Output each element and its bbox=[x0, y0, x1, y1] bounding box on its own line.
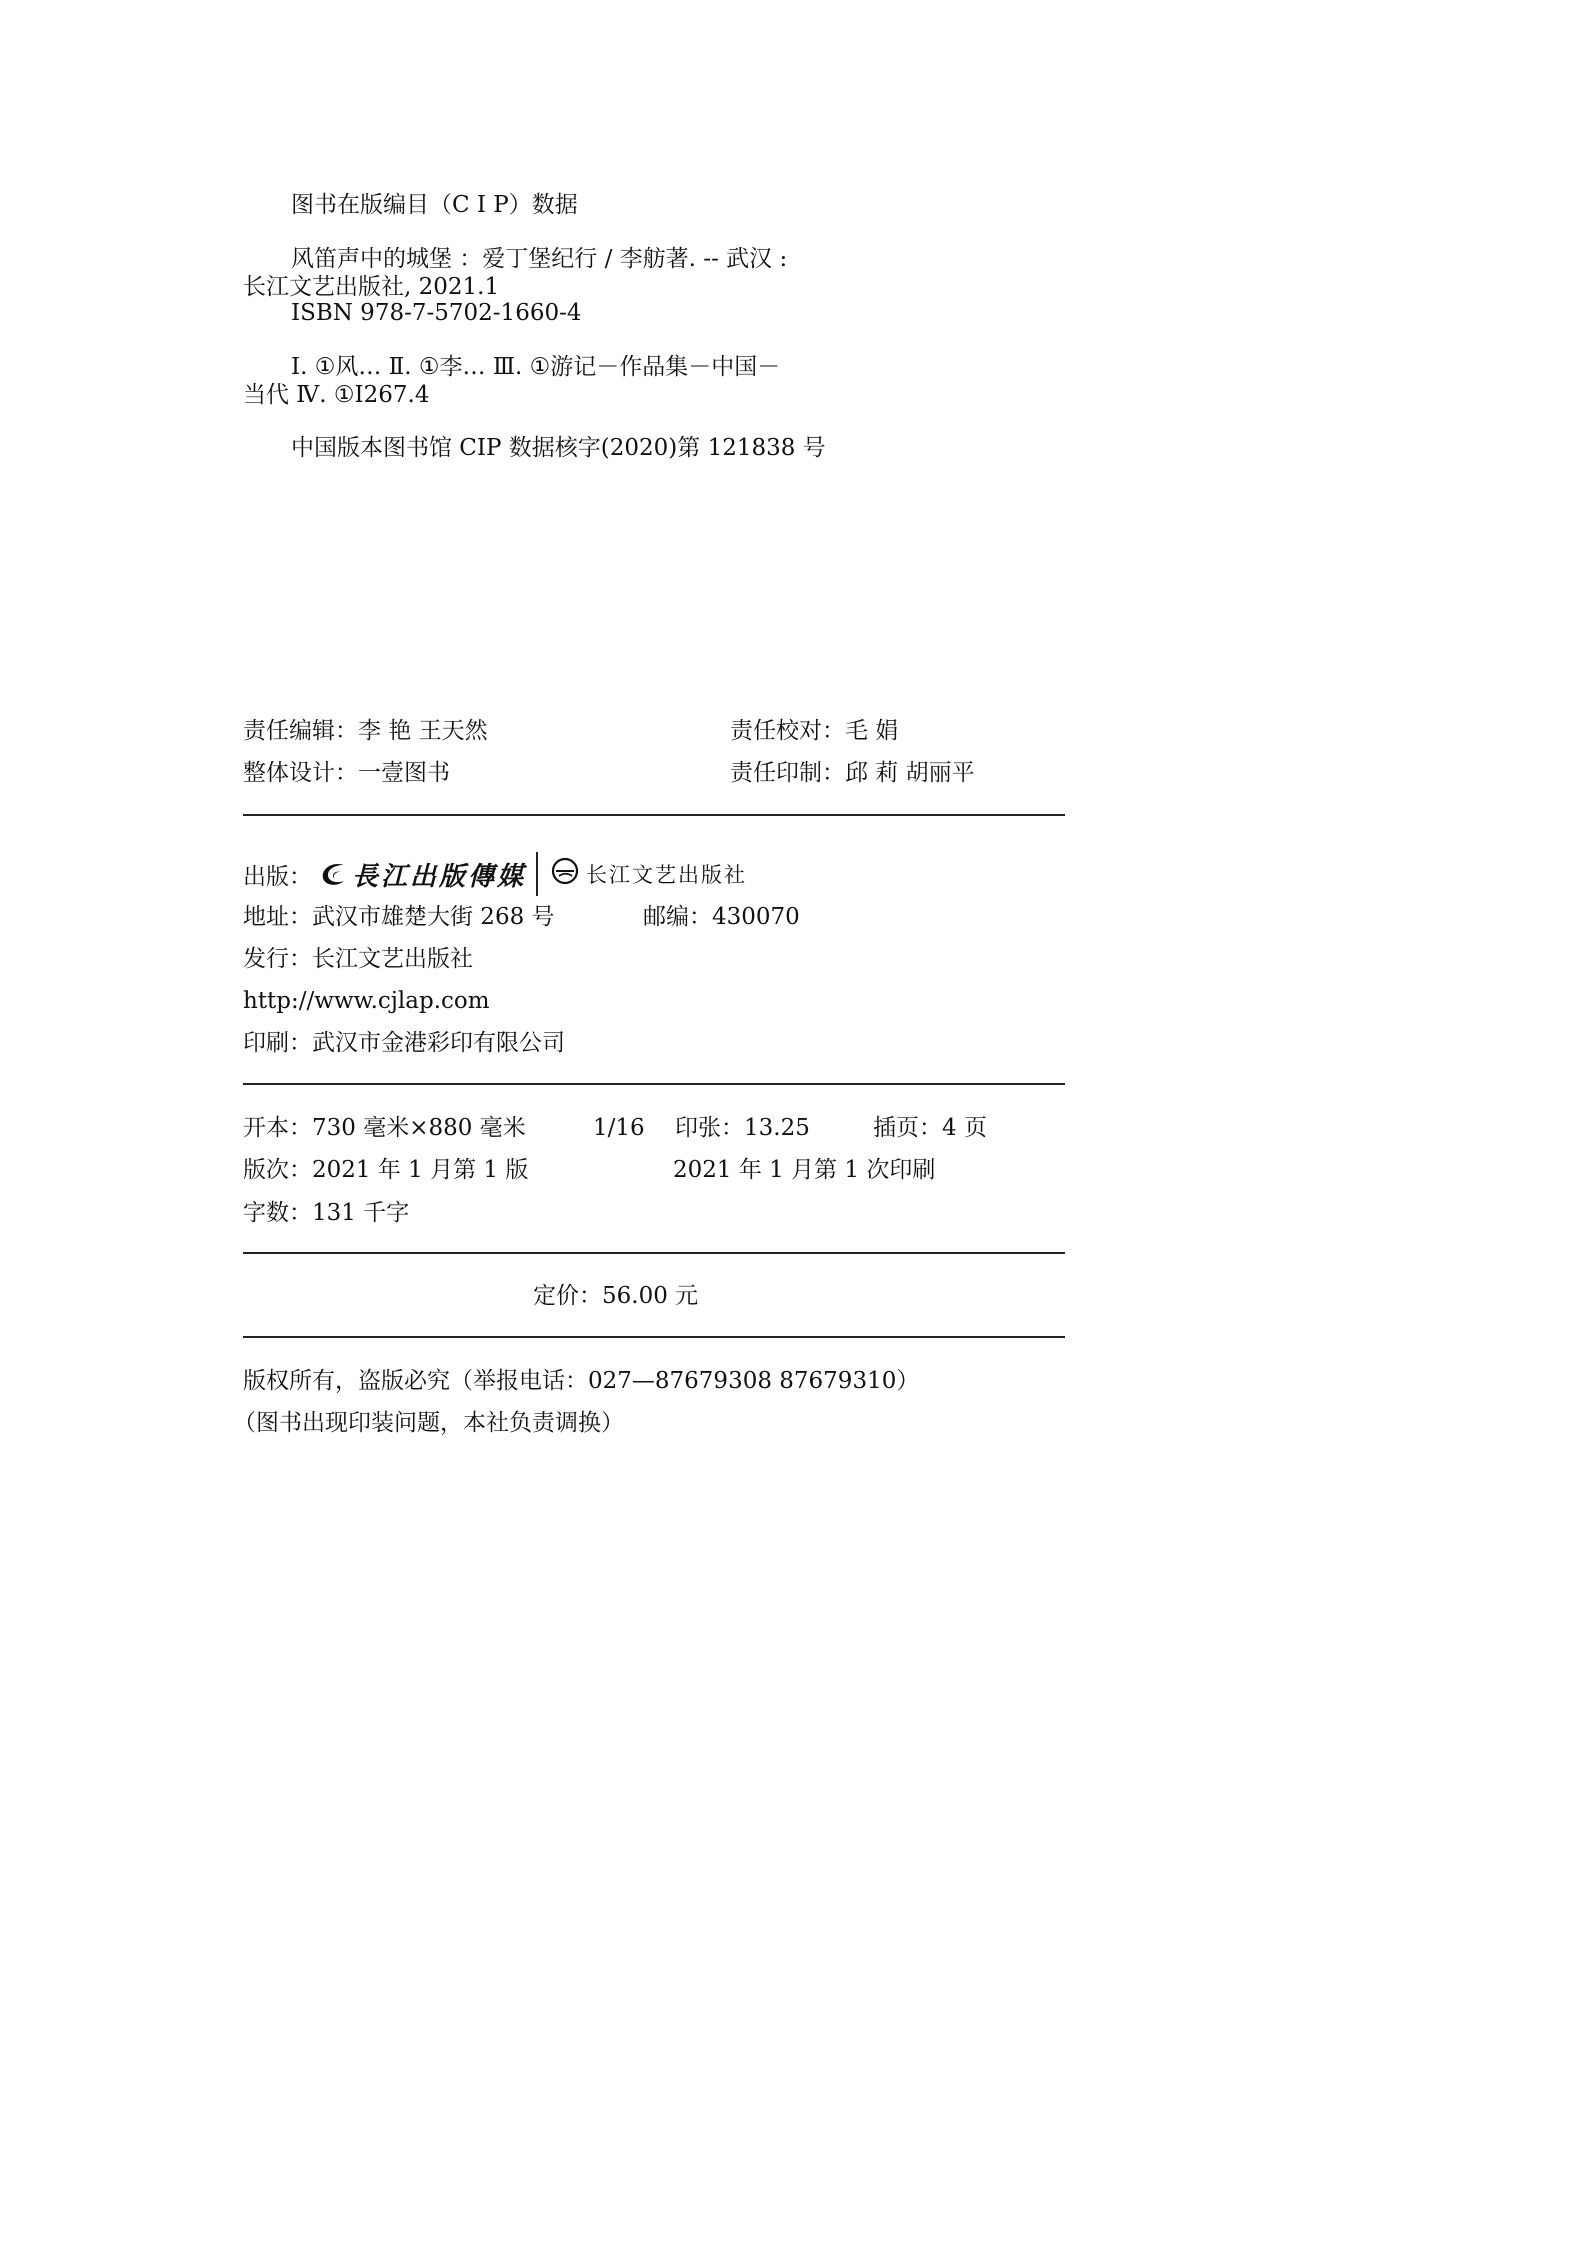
publisher-logo-text: 長江出版傳媒 bbox=[352, 861, 527, 892]
spec-format: 开本：730 毫米×880 毫米 bbox=[243, 1115, 526, 1141]
divider bbox=[243, 1336, 1065, 1338]
credit-editor: 责任编辑：李 艳 王天然 bbox=[243, 718, 488, 744]
changjiang-literature-circle-icon bbox=[550, 856, 580, 892]
cip-subject-line: Ⅰ. ①风… Ⅱ. ①李… Ⅲ. ①游记－作品集－中国－ bbox=[291, 354, 781, 380]
logo-separator bbox=[536, 852, 538, 896]
spec-fold: 1/16 bbox=[593, 1115, 645, 1141]
imprint-logo-text: 长江文艺出版社 bbox=[586, 863, 748, 887]
price: 定价：56.00 元 bbox=[533, 1283, 699, 1309]
cip-title-line-wrap: 长江文艺出版社, 2021.1 bbox=[243, 274, 500, 300]
publisher-distributor: 发行：长江文艺出版社 bbox=[243, 946, 473, 972]
spec-edition: 版次：2021 年 1 月第 1 版 bbox=[243, 1157, 529, 1183]
spec-sheets: 印张：13.25 bbox=[675, 1115, 810, 1141]
spec-word-count: 字数：131 千字 bbox=[243, 1200, 410, 1226]
credit-print-manager: 责任印制：邱 莉 胡丽平 bbox=[730, 760, 975, 786]
publisher-printer: 印刷：武汉市金港彩印有限公司 bbox=[243, 1030, 565, 1056]
spec-printing: 2021 年 1 月第 1 次印刷 bbox=[673, 1157, 936, 1183]
cip-number: 中国版本图书馆 CIP 数据核字(2020)第 121838 号 bbox=[291, 435, 826, 461]
publisher-row bbox=[243, 852, 747, 896]
cip-isbn: ISBN 978-7-5702-1660-4 bbox=[291, 300, 582, 326]
divider bbox=[243, 1083, 1065, 1085]
publisher-postcode: 邮编：430070 bbox=[643, 904, 800, 930]
rights-exchange-notice: （图书出现印装问题，本社负责调换） bbox=[233, 1410, 624, 1436]
divider bbox=[243, 1252, 1065, 1254]
publisher-label: 出版： bbox=[243, 863, 312, 890]
cip-title-line: 风笛声中的城堡 ：爱丁堡纪行 / 李舫著. -- 武汉 : bbox=[291, 246, 788, 272]
changjiang-media-swirl-icon bbox=[318, 859, 348, 889]
spec-plates: 插页：4 页 bbox=[873, 1115, 987, 1141]
divider bbox=[243, 814, 1065, 816]
cip-subject-line-wrap: 当代 Ⅳ. ①I267.4 bbox=[243, 382, 430, 408]
credit-design: 整体设计：一壹图书 bbox=[243, 760, 450, 786]
publisher-website[interactable]: http://www.cjlap.com bbox=[243, 988, 490, 1014]
cip-heading: 图书在版编目（C I P）数据 bbox=[291, 192, 578, 218]
publisher-address: 地址：武汉市雄楚大街 268 号 bbox=[243, 904, 555, 930]
rights-notice: 版权所有，盗版必究（举报电话：027—87679308 87679310） bbox=[243, 1368, 920, 1394]
credit-proofreader: 责任校对：毛 娟 bbox=[730, 718, 899, 744]
